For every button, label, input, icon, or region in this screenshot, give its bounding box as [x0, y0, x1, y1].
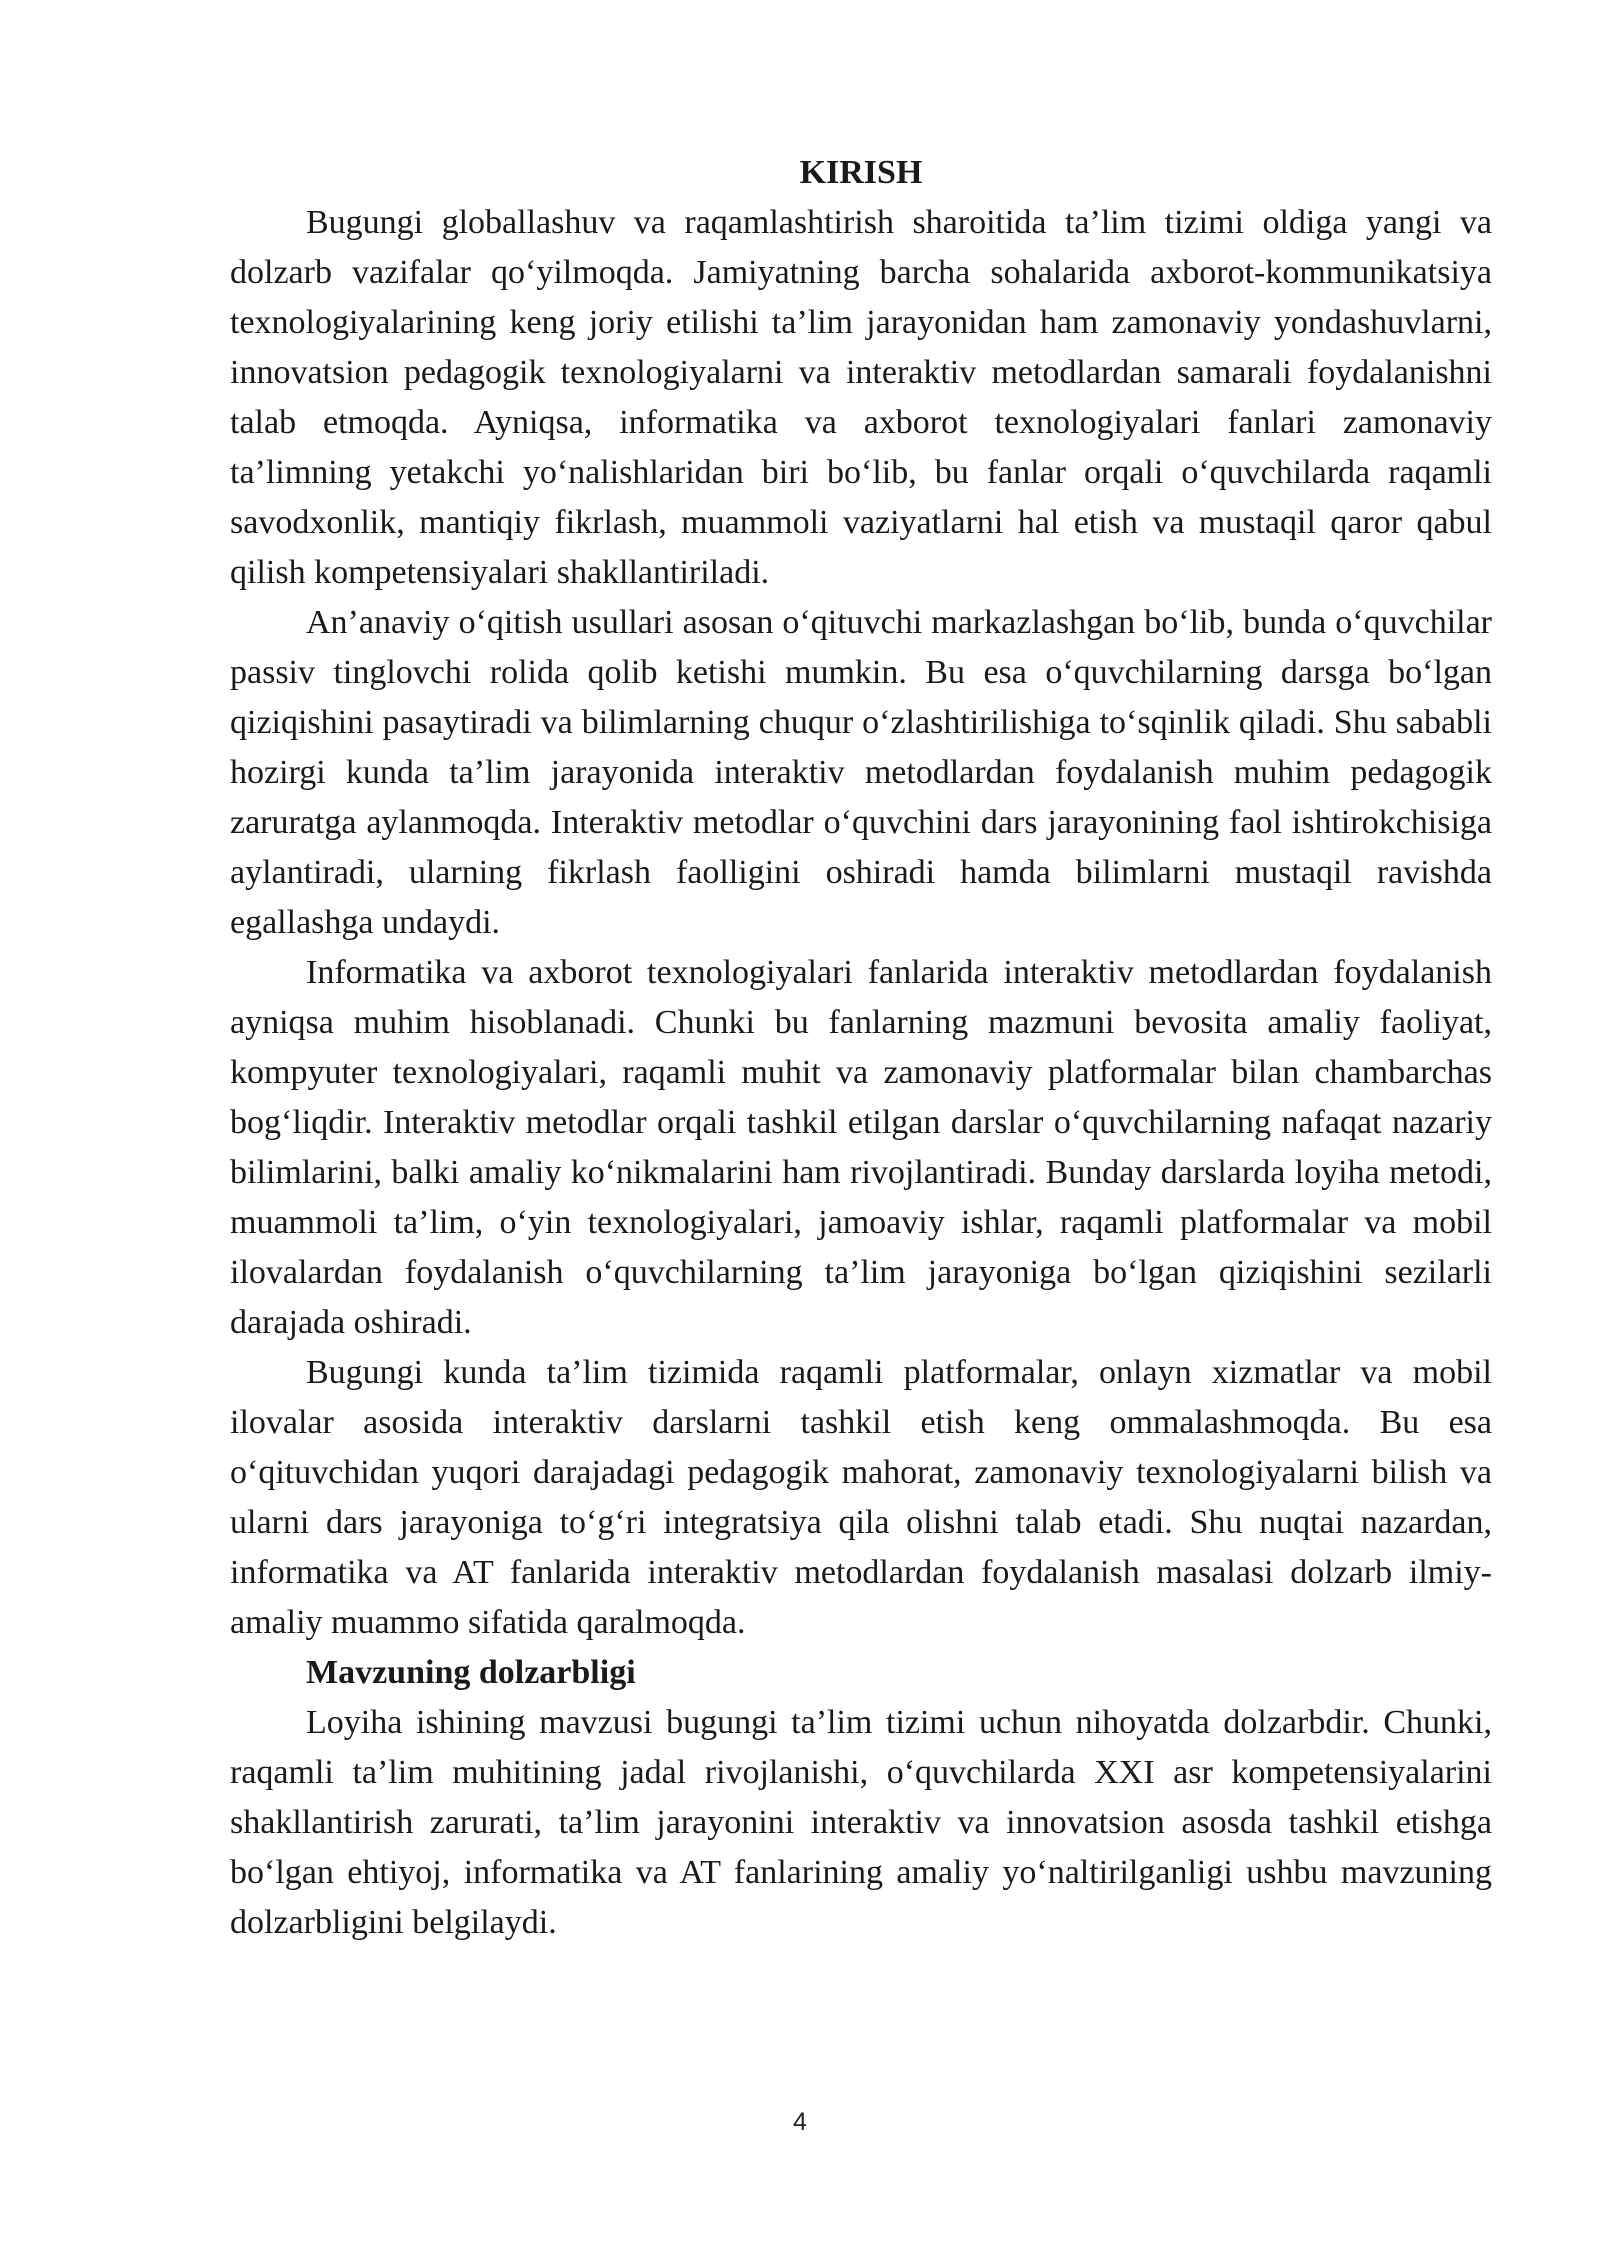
- paragraph-informatics: Informatika va axborot texnologiyalari fanlarida interaktiv metodlardan foydalanish ayniqsa muhim hisoblanadi. Chunki bu fanlarning mazmuni bevosita amaliy faoliyat, kompyuter texnologiyalari, raqamli muhit va zamonaviy platformalar bilan chambarchas bog‘liqdir. Interaktiv metodlar orqali tashkil etilgan darslar o‘quvchilarning nafaqat nazariy bilimlarini, balki amaliy ko‘nikmalarini ham rivojlantiradi. Bunday darslarda loyiha metodi, muammoli ta’lim, o‘yin texnologiyalari, jamoaviy ishlar, raqamli platformalar va mobil ilovalardan foydalanish o‘quvchilarning ta’lim jarayoniga bo‘lgan qiziqishini sezilarli darajada oshiradi.: [230, 954, 1492, 1341]
- page-number: 4: [793, 2108, 807, 2136]
- paragraph-traditional-methods: An’anaviy o‘qitish usullari asosan o‘qituvchi markazlashgan bo‘lib, bunda o‘quvchilar passiv tinglovchi rolida qolib ketishi mumkin. Bu esa o‘quvchilarning darsga bo‘lgan qiziqishini pasaytiradi va bilimlarning chuqur o‘zlashtirilishiga to‘sqinlik qiladi. Shu sababli hozirgi kunda ta’lim jarayonida interaktiv metodlardan foydalanish muhim pedagogik zaruratga aylanmoqda. Interaktiv metodlar o‘quvchini dars jarayonining faol ishtirokchisiga aylantiradi, ularning fikrlash faolligini oshiradi hamda bilimlarni mustaqil ravishda egallashga undaydi.: [230, 604, 1492, 941]
- paragraph-digital-platforms: Bugungi kunda ta’lim tizimida raqamli platformalar, onlayn xizmatlar va mobil ilovalar asosida interaktiv darslarni tashkil etish keng ommalashmoqda. Bu esa o‘qituvchidan yuqori darajadagi pedagogik mahorat, zamonaviy texnologiyalarni bilish va ularni dars jarayoniga to‘g‘ri integratsiya qila olishni talab etadi. Shu nuqtai nazardan, informatika va AT fanlarida interaktiv metodlardan foydalanish masalasi dolzarb ilmiy-amaliy muammo sifatida qaralmoqda.: [230, 1354, 1492, 1641]
- section-title: KIRISH: [799, 154, 923, 191]
- document-body: [230, 148, 1492, 1948]
- paragraph-intro: Bugungi globallashuv va raqamlashtirish sharoitida ta’lim tizimi oldiga yangi va dolzarb vazifalar qo‘yilmoqda. Jamiyatning barcha sohalarida axborot-kommunikatsiya texnologiyalarining keng joriy etilishi ta’lim jarayonidan ham zamonaviy yondashuvlarni, innovatsion pedagogik texnologiyalarni va interaktiv metodlardan samarali foydalanishni talab etmoqda. Ayniqsa, informatika va axborot texnologiyalari fanlari zamonaviy ta’limning yetakchi yo‘nalishlaridan biri bo‘lib, bu fanlar orqali o‘quvchilarda raqamli savodxonlik, mantiqiy fikrlash, muammoli vaziyatlarni hal etish va mustaqil qaror qabul qilish kompetensiyalari shakllantiriladi.: [230, 204, 1492, 591]
- paragraph-relevance: Loyiha ishining mavzusi bugungi ta’lim tizimi uchun nihoyatda dolzarbdir. Chunki, raqamli ta’lim muhitining jadal rivojlanishi, o‘quvchilarda XXI asr kompetensiyalarini shakllantirish zarurati, ta’lim jarayonini interaktiv va innovatsion asosda tashkil etishga bo‘lgan ehtiyoj, informatika va AT fanlarining amaliy yo‘naltirilganligi ushbu mavzuning dolzarbligini belgilaydi.: [230, 1704, 1492, 1941]
- subheading-relevance: Mavzuning dolzarbligi: [306, 1654, 636, 1691]
